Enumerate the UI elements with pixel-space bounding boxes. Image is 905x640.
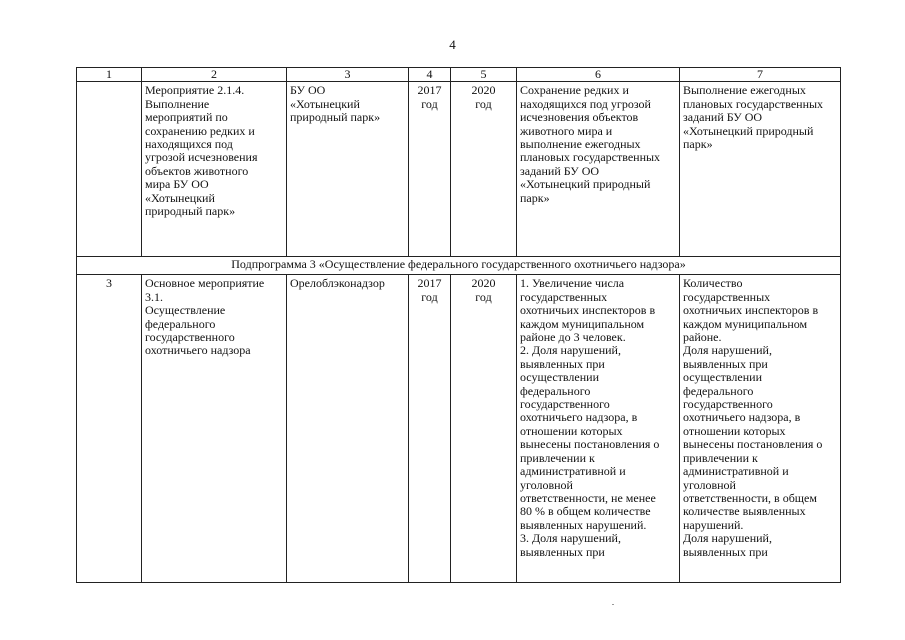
cell-event-name: Мероприятие 2.1.4. Выполнение мероприятий по сохранению редких и находящихся под угрозой исчезновения объектов животного мира БУ ОО «Хотынецкий природный парк» [142,82,287,257]
cell-expected-result: 1. Увеличение числа государственных охотничьих инспекторов в каждом муниципальном районе до 3 человек. 2. Доля нарушений, выявленных при осуществлении федерального государственного охотничьего надзора, в отношении которых вынесены постановления о привлечении к административной и уголовной ответственности, не менее 80 % в общем количестве выявленных нарушений. 3. Доля нарушений, выявленных при [517,275,680,583]
column-header-4: 4 [409,68,451,82]
cell-end-year: 2020 год [451,82,517,257]
page-number: 4 [449,37,456,52]
column-header-2: 2 [142,68,287,82]
column-header-7: 7 [680,68,841,82]
table-row-event-2-1-4 [77,82,841,257]
subprogram-title: Подпрограмма 3 «Осуществление федерального государственного охотничьего надзора» [77,257,841,275]
column-number-header-row [77,68,841,82]
cell-executor: Орелоблэконадзор [287,275,409,583]
column-header-3: 3 [287,68,409,82]
subprogram-3-heading-row [77,257,841,275]
table-row-event-3-1 [77,275,841,583]
cell-end-year: 2020 год [451,275,517,583]
cell-number: 3 [77,275,142,583]
cell-executor: БУ ОО «Хотынецкий природный парк» [287,82,409,257]
cell-number [77,82,142,257]
cell-expected-result: Сохранение редких и находящихся под угрозой исчезновения объектов животного мира и выполнение ежегодных плановых государственных заданий БУ ОО «Хотынецкий природный парк» [517,82,680,257]
cell-indicator: Количество государственных охотничьих инспекторов в каждом муниципальном районе. Доля нарушений, выявленных при осуществлении федерального государственного охотничьего надзора, в отношении которых вынесены постановления о привлечении к административной и уголовной ответственности, в общем количестве выявленных нарушений. Доля нарушений, выявленных при [680,275,841,583]
scan-speck [612,604,614,605]
cell-start-year: 2017 год [409,82,451,257]
program-measures-table [76,67,841,583]
column-header-1: 1 [77,68,142,82]
column-header-6: 6 [517,68,680,82]
cell-event-name: Основное мероприятие 3.1. Осуществление федерального государственного охотничьего надзора [142,275,287,583]
cell-start-year: 2017 год [409,275,451,583]
column-header-5: 5 [451,68,517,82]
cell-indicator: Выполнение ежегодных плановых государственных заданий БУ ОО «Хотынецкий природный парк» [680,82,841,257]
